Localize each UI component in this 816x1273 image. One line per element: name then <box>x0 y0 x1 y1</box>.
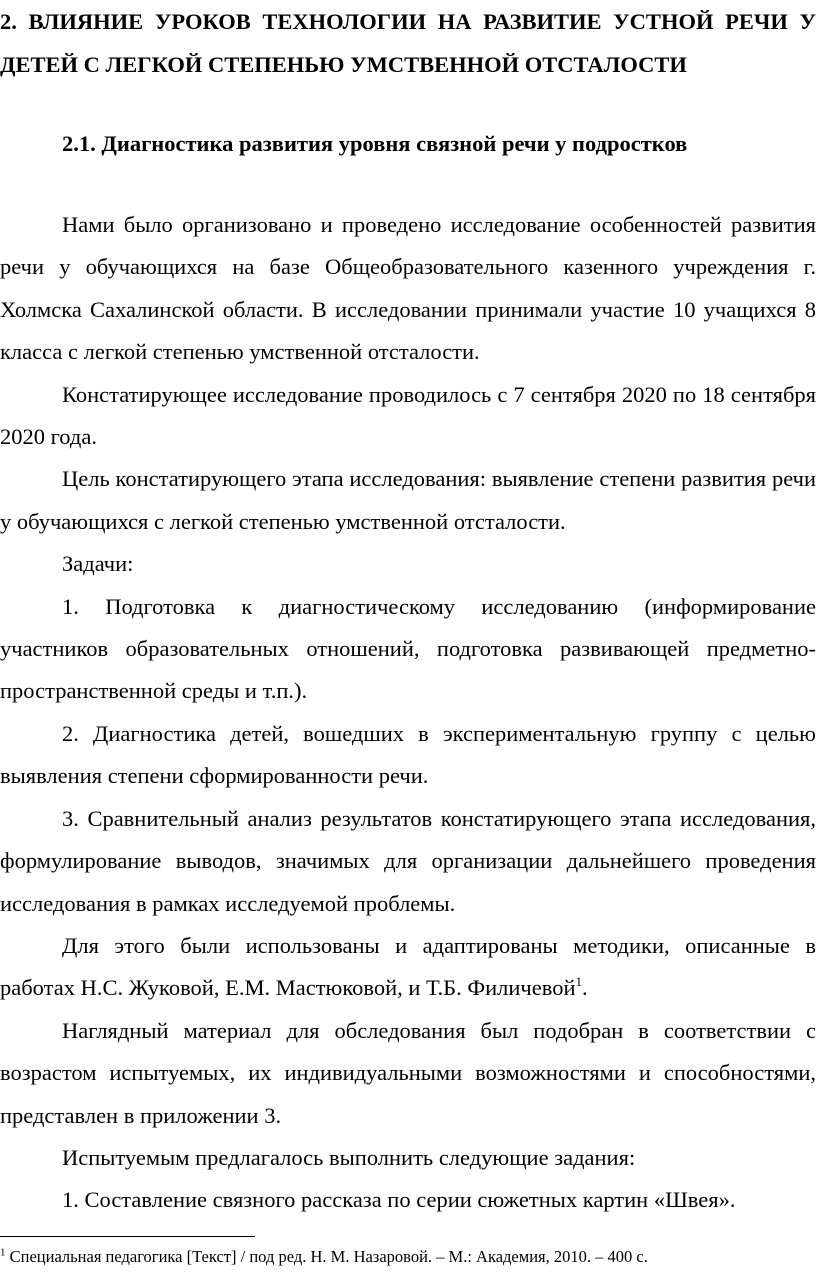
paragraph-research-intro: Нами было организовано и проведено исследование особенностей развития речи у обучающихся на базе Общеобразовательного казенного учреждения г. Холмска Сахалинской области. В исследовании принимали участие 10 учащихся 8 класса с легкой степенью умственной отсталости. <box>0 212 816 365</box>
paragraph-methods-text: Для этого были использованы и адаптированы методики, описанные в работах Н.С. Жуковой, Е.М. Мастюковой, и Т.Б. Филичевой <box>0 932 816 1001</box>
paragraph-assignment-1: 1. Составление связного рассказа по серии сюжетных картин «Швея». <box>62 1187 736 1213</box>
paragraph-tasks-label: Задачи: <box>62 551 134 577</box>
paragraph-task-1: 1. Подготовка к диагностическому исследованию (информирование участников образовательных отношений, подготовка развивающей предметно-пространственной среды и т.п.). <box>0 593 816 704</box>
paragraph-task-2: 2. Диагностика детей, вошедших в экспериментальную группу с целью выявления степени сформированности речи. <box>0 720 816 789</box>
paragraph-visual-material: Наглядный материал для обследования был подобран в соответствии с возрастом испытуемых, их индивидуальными возможностями и способностями, представлен в приложении 3. <box>0 1017 816 1128</box>
paragraph-methods <box>0 925 816 1010</box>
body-text <box>0 204 816 1222</box>
footnote-reference[interactable]: 1 <box>575 973 582 989</box>
paragraph-task-3: 3. Сравнительный анализ результатов констатирующего этапа исследования, формулирование выводов, значимых для организации дальнейшего проведения исследования в рамках исследуемой проблемы. <box>0 805 816 916</box>
paragraph-research-goal: Цель констатирующего этапа исследования: выявление степени развития речи у обучающихся с легкой степенью умственной отсталости. <box>0 466 816 534</box>
footnote-mark: 1 <box>0 1246 6 1259</box>
footnote <box>0 1246 816 1268</box>
footnote-separator <box>0 1236 255 1237</box>
paragraph-methods-end: . <box>582 975 588 1001</box>
paragraph-assignments-intro: Испытуемым предлагалось выполнить следующие задания: <box>62 1144 636 1170</box>
chapter-heading: 2. ВЛИЯНИЕ УРОКОВ ТЕХНОЛОГИИ НА РАЗВИТИЕ УСТНОЙ РЕЧИ У ДЕТЕЙ С ЛЕГКОЙ СТЕПЕНЬЮ УМСТВЕННОЙ ОТСТАЛОСТИ <box>0 9 816 77</box>
section-heading: 2.1. Диагностика развития уровня связной речи у подростков <box>62 131 688 156</box>
footnote-text: Специальная педагогика [Текст] / под ред. Н. М. Назаровой. – М.: Академия, 2010. – 400 с. <box>5 1247 648 1266</box>
paragraph-research-dates: Констатирующее исследование проводилось с 7 сентября 2020 по 18 сентября 2020 года. <box>0 381 816 450</box>
